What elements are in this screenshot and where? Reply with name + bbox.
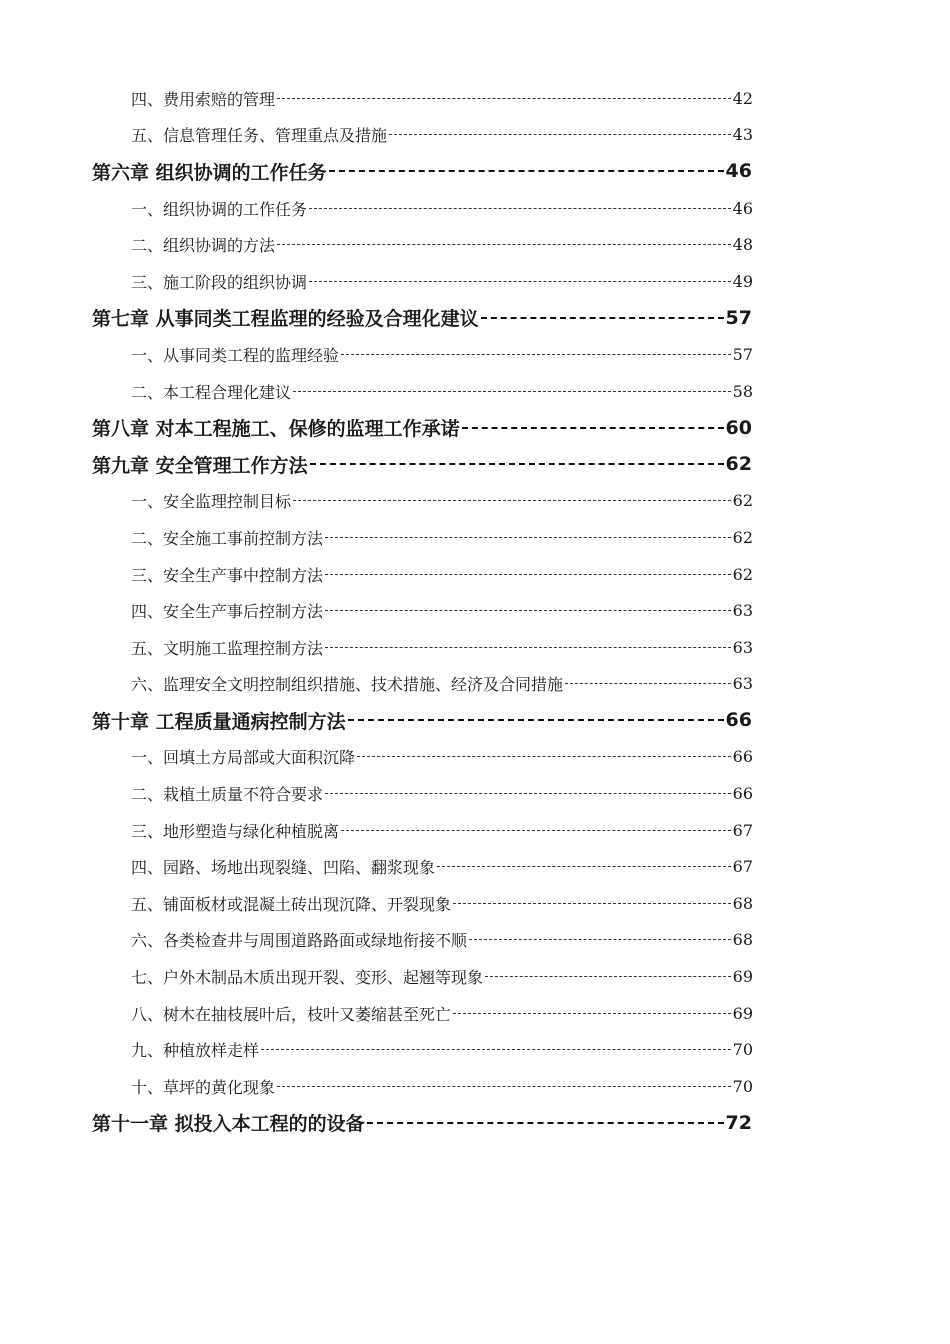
toc-page-number: 57 (732, 344, 753, 364)
toc-entry-title: 一、安全监理控制目标 (131, 492, 292, 512)
toc-leader (329, 170, 724, 172)
toc-leader (325, 574, 731, 575)
toc-page-number: 66 (725, 709, 752, 732)
toc-row[interactable] (131, 263, 753, 300)
toc-page-number: 46 (725, 160, 752, 183)
toc-row[interactable] (131, 80, 753, 117)
table-of-contents (0, 80, 950, 1141)
toc-row[interactable] (131, 739, 753, 776)
toc-chapter-row[interactable] (92, 446, 752, 483)
toc-page-number: 62 (732, 527, 753, 547)
toc-leader (309, 208, 731, 209)
toc-row[interactable] (131, 226, 753, 263)
toc-entry-title: 五、文明施工监理控制方法 (131, 638, 324, 658)
toc-row[interactable] (131, 519, 753, 556)
toc-page-number: 66 (732, 747, 753, 767)
toc-entry-title: 二、组织协调的方法 (131, 236, 276, 256)
toc-row[interactable] (131, 483, 753, 520)
toc-entry-title: 三、安全生产事中控制方法 (131, 565, 324, 585)
toc-entry-title: 二、本工程合理化建议 (131, 382, 292, 402)
toc-row[interactable] (131, 885, 753, 922)
toc-leader (367, 1122, 724, 1124)
toc-row[interactable] (131, 922, 753, 959)
toc-chapter-row[interactable] (92, 1105, 752, 1142)
toc-page-number: 63 (732, 674, 753, 694)
toc-leader (325, 647, 731, 648)
toc-page-number: 62 (732, 564, 753, 584)
toc-row[interactable] (131, 373, 753, 410)
toc-entry-title: 一、从事同类工程的监理经验 (131, 345, 340, 365)
toc-leader (341, 830, 731, 831)
toc-leader (325, 537, 731, 538)
toc-page-number: 70 (732, 1076, 753, 1096)
toc-leader (277, 244, 731, 245)
toc-row[interactable] (131, 117, 753, 154)
toc-entry-title: 四、安全生产事后控制方法 (131, 602, 324, 622)
toc-leader (293, 500, 731, 501)
toc-page-number: 70 (732, 1040, 753, 1060)
toc-row[interactable] (131, 958, 753, 995)
toc-page-number: 62 (732, 491, 753, 511)
toc-leader (565, 683, 731, 684)
toc-leader (389, 134, 731, 135)
toc-leader (277, 98, 731, 99)
toc-row[interactable] (131, 666, 753, 703)
toc-row[interactable] (131, 848, 753, 885)
toc-entry-title: 八、树木在抽枝展叶后，枝叶又萎缩甚至死亡 (131, 1004, 452, 1024)
toc-leader (261, 1049, 731, 1050)
toc-chapter-row[interactable] (92, 702, 752, 739)
toc-entry-title: 四、园路、场地出现裂缝、凹陷、翻浆现象 (131, 858, 436, 878)
toc-row[interactable] (131, 775, 753, 812)
toc-leader (293, 391, 731, 392)
toc-entry-title: 六、监理安全文明控制组织措施、技术措施、经济及合同措施 (131, 675, 564, 695)
toc-page-number: 68 (732, 930, 753, 950)
toc-chapter-title: 第八章 对本工程施工、保修的监理工作承诺 (92, 418, 460, 441)
toc-chapter-row[interactable] (92, 153, 752, 190)
toc-leader (469, 939, 731, 940)
toc-chapter-title: 第七章 从事同类工程监理的经验及合理化建议 (92, 308, 479, 331)
toc-row[interactable] (131, 995, 753, 1032)
toc-page-number: 68 (732, 893, 753, 913)
toc-leader (348, 719, 724, 721)
toc-page-number: 67 (732, 820, 753, 840)
toc-page-number: 46 (732, 198, 753, 218)
toc-page-number: 63 (732, 637, 753, 657)
toc-page-number: 60 (725, 416, 752, 439)
toc-row[interactable] (131, 629, 753, 666)
toc-leader (277, 1086, 731, 1087)
toc-entry-title: 五、铺面板材或混凝土砖出现沉降、开裂现象 (131, 894, 452, 914)
toc-entry-title: 二、安全施工事前控制方法 (131, 528, 324, 548)
toc-leader (481, 317, 724, 319)
toc-page-number: 58 (732, 381, 753, 401)
toc-row[interactable] (131, 190, 753, 227)
toc-page-number: 42 (732, 88, 753, 108)
toc-chapter-row[interactable] (92, 409, 752, 446)
toc-page-number: 62 (725, 453, 752, 476)
toc-leader (462, 427, 724, 429)
toc-row[interactable] (131, 556, 753, 593)
toc-entry-title: 七、户外木制品木质出现开裂、变形、起翘等现象 (131, 968, 484, 988)
toc-entry-title: 三、施工阶段的组织协调 (131, 272, 308, 292)
toc-chapter-title: 第十章 工程质量通病控制方法 (92, 710, 346, 733)
toc-page-number: 57 (725, 306, 752, 329)
toc-page-number: 63 (732, 601, 753, 621)
toc-page-number: 66 (732, 784, 753, 804)
toc-leader (310, 463, 724, 465)
toc-page-number: 49 (732, 271, 753, 291)
toc-leader (309, 281, 731, 282)
toc-entry-title: 四、费用索赔的管理 (131, 89, 276, 109)
toc-leader (485, 976, 731, 977)
toc-page-number: 69 (732, 967, 753, 987)
toc-page-number: 72 (725, 1111, 752, 1134)
toc-row[interactable] (131, 336, 753, 373)
toc-entry-title: 五、信息管理任务、管理重点及措施 (131, 126, 388, 146)
toc-chapter-title: 第六章 组织协调的工作任务 (92, 161, 327, 184)
toc-row[interactable] (131, 1031, 753, 1068)
toc-leader (341, 354, 731, 355)
toc-entry-title: 二、栽植土质量不符合要求 (131, 785, 324, 805)
toc-entry-title: 一、组织协调的工作任务 (131, 199, 308, 219)
toc-leader (453, 1013, 731, 1014)
toc-leader (357, 756, 731, 757)
toc-chapter-title: 第九章 安全管理工作方法 (92, 454, 308, 477)
toc-entry-title: 十、草坪的黄化现象 (131, 1077, 276, 1097)
toc-chapter-row[interactable] (92, 300, 752, 337)
toc-leader (325, 793, 731, 794)
toc-row[interactable] (131, 592, 753, 629)
toc-row[interactable] (131, 1068, 753, 1105)
toc-chapter-title: 第十一章 拟投入本工程的的设备 (92, 1113, 365, 1136)
toc-leader (453, 903, 731, 904)
toc-entry-title: 三、地形塑造与绿化种植脱离 (131, 821, 340, 841)
toc-page-number: 43 (732, 125, 753, 145)
toc-entry-title: 九、种植放样走样 (131, 1041, 260, 1061)
toc-entry-title: 六、各类检查井与周围道路路面或绿地衔接不顺 (131, 931, 468, 951)
toc-row[interactable] (131, 812, 753, 849)
toc-page-number: 69 (732, 1003, 753, 1023)
toc-leader (437, 866, 731, 867)
toc-page-number: 48 (732, 235, 753, 255)
toc-leader (325, 610, 731, 611)
toc-entry-title: 一、回填土方局部或大面积沉降 (131, 748, 356, 768)
toc-page-number: 67 (732, 857, 753, 877)
